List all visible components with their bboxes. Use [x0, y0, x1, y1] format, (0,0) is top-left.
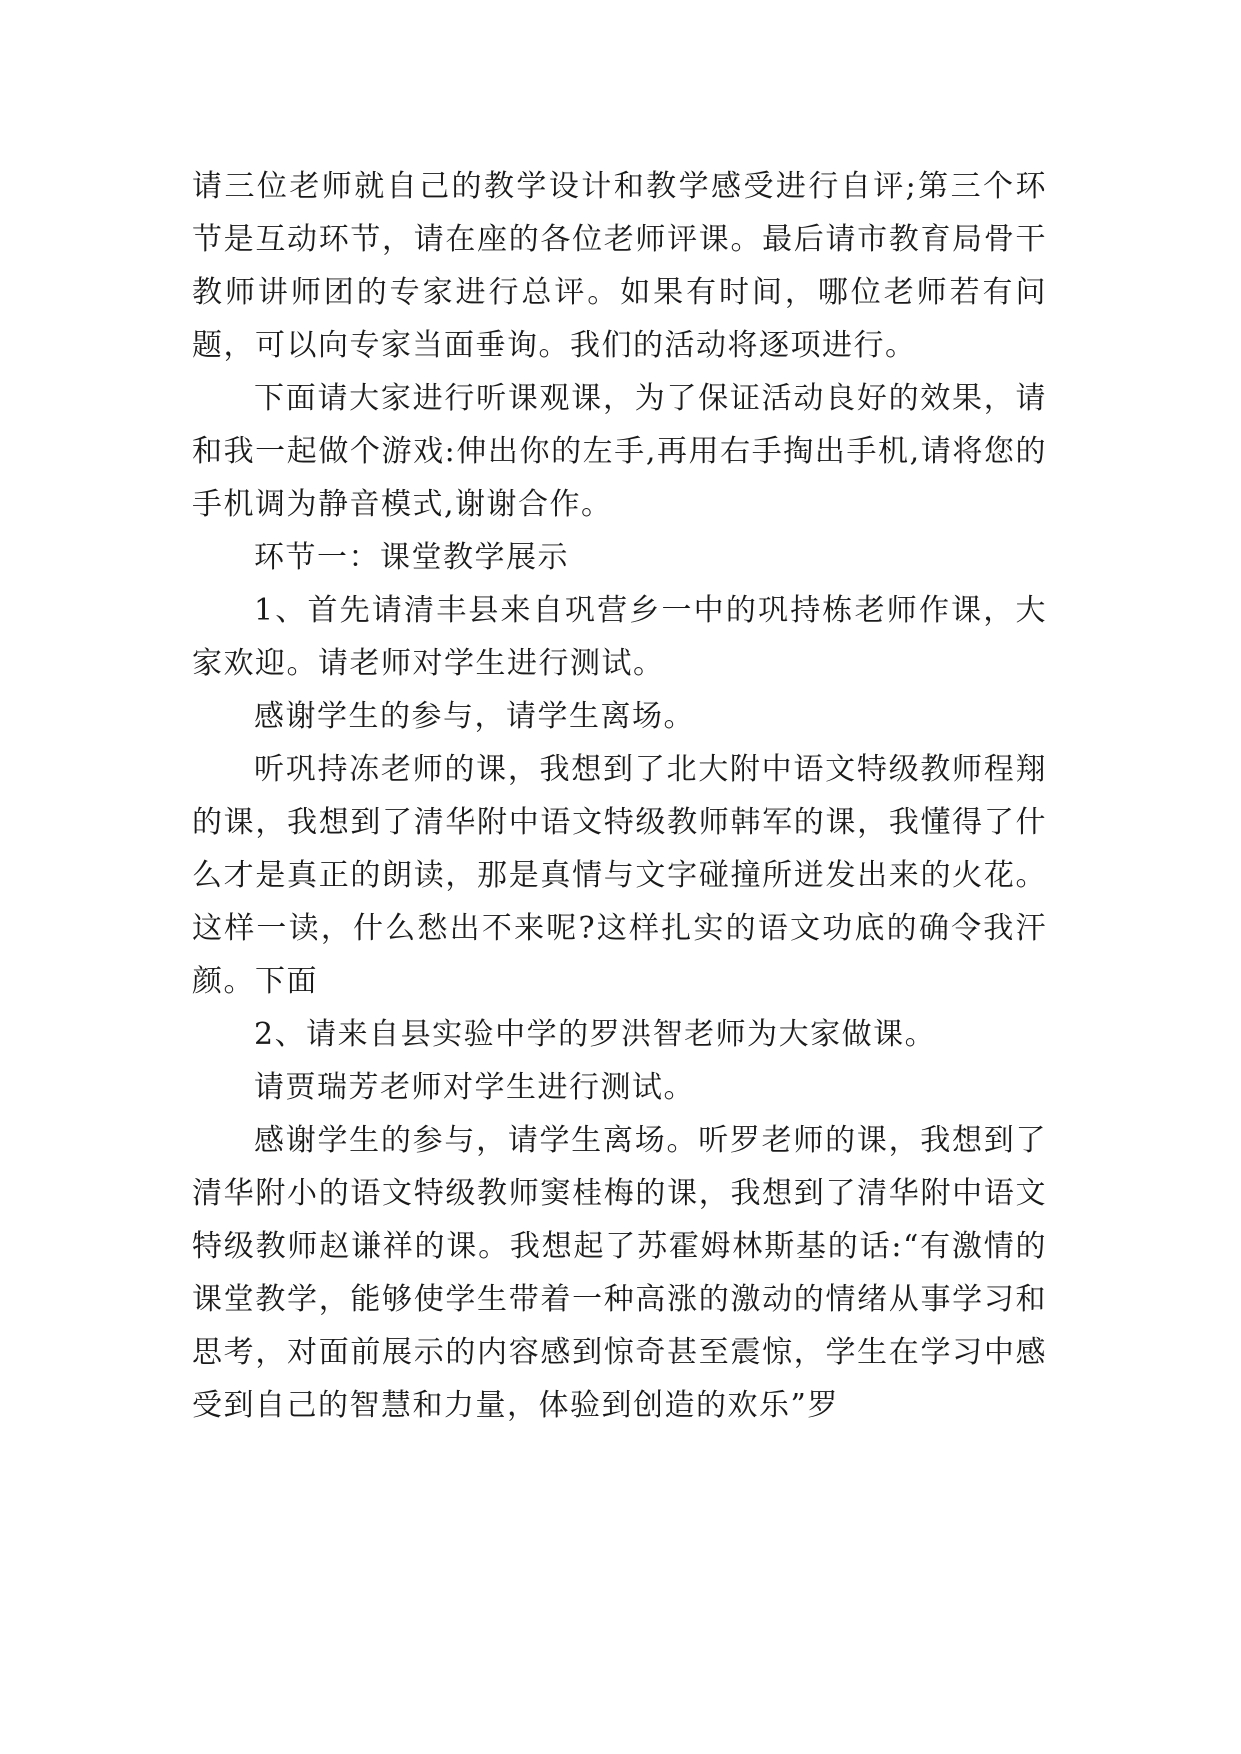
paragraph-2: 下面请大家进行听课观课，为了保证活动良好的效果，请和我一起做个游戏:伸出你的左手,再用右手掏出手机,请将您的手机调为静音模式,谢谢合作。	[192, 381, 1047, 522]
paragraph-9: 感谢学生的参与，请学生离场。听罗老师的课，我想到了清华附小的语文特级教师窦桂梅的课，我想到了清华附中语文特级教师赵谦祥的课。我想起了苏霍姆林斯基的话:“有激情的课堂教学，能够使学生带着一种高涨的激动的情绪从事学习和思考，对面前展示的内容感到惊奇甚至震惊，学生在学习中感受到自己的智慧和力量，体验到创造的欢乐”罗	[192, 1123, 1047, 1423]
paragraph-1: 请三位老师就自己的教学设计和教学感受进行自评;第三个环节是互动环节，请在座的各位老师评课。最后请市教育局骨干教师讲师团的专家进行总评。如果有时间，哪位老师若有问题，可以向专家当面垂询。我们的活动将逐项进行。	[192, 169, 1047, 363]
paragraph-4: 1、首先请清丰县来自巩营乡一中的巩持栋老师作课，大家欢迎。请老师对学生进行测试。	[192, 593, 1047, 681]
document-body	[192, 160, 1047, 1432]
paragraph-7: 2、请来自县实验中学的罗洪智老师为大家做课。	[254, 1017, 937, 1052]
paragraph-8: 请贾瑞芳老师对学生进行测试。	[254, 1070, 695, 1105]
section-heading: 环节一：课堂教学展示	[254, 540, 569, 575]
paragraph-6: 听巩持冻老师的课，我想到了北大附中语文特级教师程翔的课，我想到了清华附中语文特级教师韩军的课，我懂得了什么才是真正的朗读，那是真情与文字碰撞所迸发出来的火花。这样一读，什么愁出不来呢?这样扎实的语文功底的确令我汗颜。下面	[192, 752, 1047, 999]
paragraph-5: 感谢学生的参与，请学生离场。	[254, 699, 695, 734]
